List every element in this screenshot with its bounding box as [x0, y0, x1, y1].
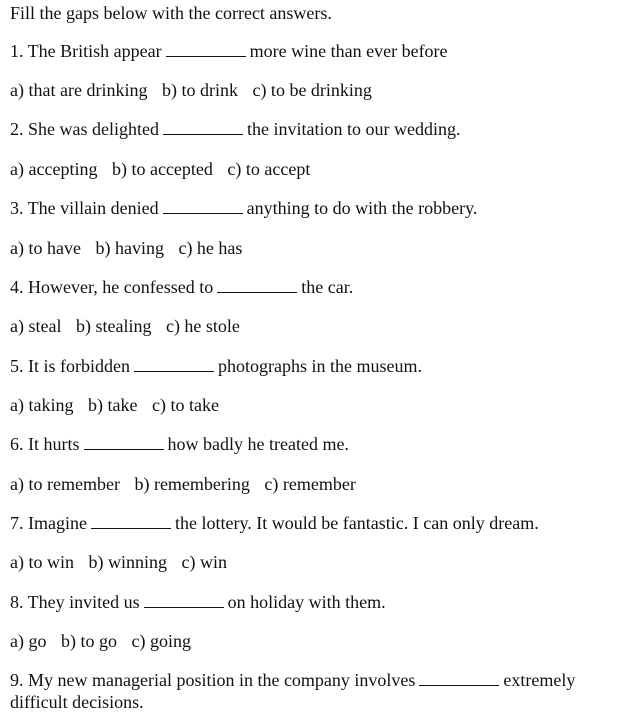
- question-6-blank[interactable]: [84, 435, 164, 450]
- question-5-option-c[interactable]: c) to take: [151, 395, 219, 415]
- question-8-options: [10, 630, 201, 652]
- question-3-option-c[interactable]: c) he has: [178, 238, 243, 258]
- question-1-text-after: more wine than ever before: [249, 41, 448, 61]
- question-3: [10, 197, 477, 219]
- question-8-option-b[interactable]: b) to go: [60, 631, 117, 651]
- question-7-option-c[interactable]: c) win: [181, 552, 227, 572]
- question-2: [10, 118, 460, 140]
- question-4-option-a[interactable]: a) steal: [10, 316, 62, 336]
- question-5-option-b[interactable]: b) take: [87, 395, 138, 415]
- question-4-options: [10, 315, 250, 337]
- question-6-option-b[interactable]: b) remembering: [134, 474, 250, 494]
- question-1-option-c[interactable]: c) to be drinking: [252, 80, 372, 100]
- question-5: [10, 355, 422, 377]
- question-5-option-a[interactable]: a) taking: [10, 395, 74, 415]
- question-1-blank[interactable]: [166, 42, 246, 57]
- question-1-option-b[interactable]: b) to drink: [161, 80, 238, 100]
- question-4-text-after: the car.: [301, 277, 354, 297]
- question-2-option-b[interactable]: b) to accepted: [111, 159, 213, 179]
- question-3-options: [10, 237, 252, 259]
- question-7-text-before: 7. Imagine: [10, 513, 87, 533]
- question-8-text-after: on holiday with them.: [227, 592, 386, 612]
- question-9: [10, 669, 635, 713]
- question-3-option-b[interactable]: b) having: [95, 238, 164, 258]
- question-2-blank[interactable]: [163, 120, 243, 135]
- question-4-text-before: 4. However, he confessed to: [10, 277, 214, 297]
- question-5-text-before: 5. It is forbidden: [10, 356, 130, 376]
- question-2-text-after: the invitation to our wedding.: [246, 119, 461, 139]
- question-9-text-after: extremely difficult decisions.: [10, 670, 576, 712]
- question-3-option-a[interactable]: a) to have: [10, 238, 81, 258]
- question-5-options: [10, 394, 229, 416]
- question-4-option-c[interactable]: c) he stole: [165, 316, 240, 336]
- question-9-blank[interactable]: [419, 671, 499, 686]
- question-8: [10, 591, 386, 613]
- question-8-blank[interactable]: [144, 593, 224, 608]
- question-2-options: [10, 158, 320, 180]
- question-3-text-before: 3. The villain denied: [10, 198, 159, 218]
- question-7-blank[interactable]: [91, 514, 171, 529]
- instruction-text: Fill the gaps below with the correct answers.: [10, 3, 332, 23]
- question-1-text-before: 1. The British appear: [10, 41, 162, 61]
- question-1-option-a[interactable]: a) that are drinking: [10, 80, 148, 100]
- question-5-text-after: photographs in the museum.: [217, 356, 422, 376]
- question-6-options: [10, 473, 366, 495]
- question-3-text-after: anything to do with the robbery.: [246, 198, 478, 218]
- question-1-options: [10, 79, 382, 101]
- question-7-option-a[interactable]: a) to win: [10, 552, 74, 572]
- question-9-text-before: 9. My new managerial position in the company involves: [10, 670, 416, 690]
- question-7-options: [10, 551, 237, 573]
- question-1: [10, 40, 448, 62]
- question-7-text-after: the lottery. It would be fantastic. I can only dream.: [174, 513, 539, 533]
- question-2-option-c[interactable]: c) to accept: [227, 159, 311, 179]
- question-4-blank[interactable]: [217, 278, 297, 293]
- question-7: [10, 512, 539, 534]
- question-8-option-a[interactable]: a) go: [10, 631, 47, 651]
- question-8-option-c[interactable]: c) going: [131, 631, 191, 651]
- question-6-option-c[interactable]: c) remember: [264, 474, 356, 494]
- question-4-option-b[interactable]: b) stealing: [75, 316, 152, 336]
- question-7-option-b[interactable]: b) winning: [88, 552, 167, 572]
- question-6-text-after: how badly he treated me.: [167, 434, 349, 454]
- question-5-blank[interactable]: [134, 357, 214, 372]
- question-3-blank[interactable]: [163, 199, 243, 214]
- question-6-option-a[interactable]: a) to remember: [10, 474, 120, 494]
- question-4: [10, 276, 353, 298]
- question-6-text-before: 6. It hurts: [10, 434, 80, 454]
- question-8-text-before: 8. They invited us: [10, 592, 140, 612]
- question-2-option-a[interactable]: a) accepting: [10, 159, 98, 179]
- question-2-text-before: 2. She was delighted: [10, 119, 159, 139]
- question-6: [10, 433, 349, 455]
